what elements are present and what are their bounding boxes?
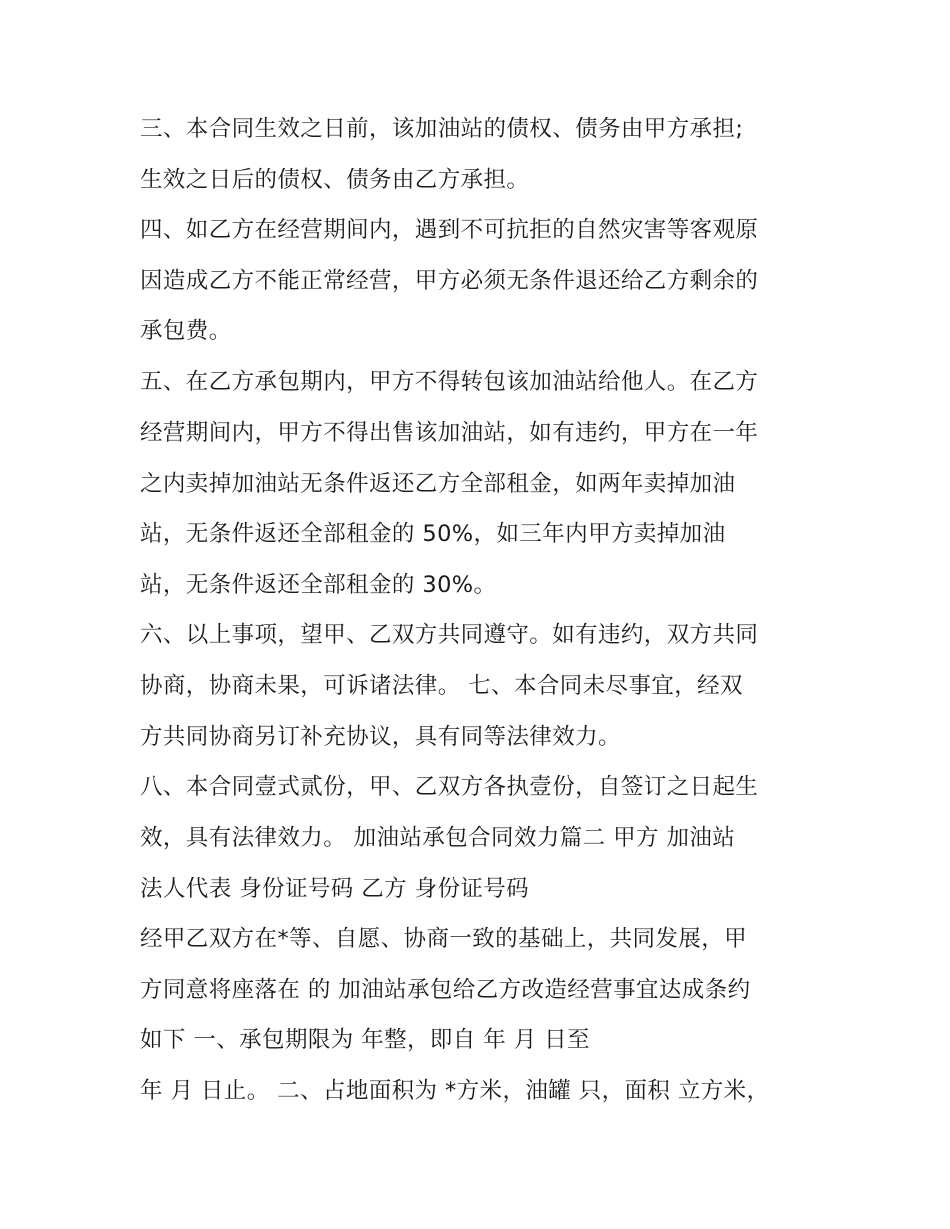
text-line: 四、如乙方在经营期间内，遇到不可抗拒的自然灾害等客观原 [140,217,759,243]
text-line: 效，具有法律效力。 加油站承包合同效力篇二 甲方 加油站 [140,825,736,851]
text-line: 经营期间内，甲方不得出售该加油站，如有违约，甲方在一年 [140,420,759,446]
text-line: 站，无条件返还全部租金的 50%，如三年内甲方卖掉加油 [140,521,726,547]
text-line: 如下 一、承包期限为 年整，即自 年 月 日至 [140,1027,590,1053]
text-line: 站，无条件返还全部租金的 30%。 [140,572,497,598]
text-line: 方同意将座落在 的 加油站承包给乙方改造经营事宜达成条约 [140,977,751,1003]
text-line: 年 月 日止。 二、占地面积为 *方米，油罐 只，面积 立方米， [140,1078,770,1104]
text-line: 法人代表 身份证号码 乙方 身份证号码 [140,876,530,902]
text-line: 三、本合同生效之日前，该加油站的债权、债务由甲方承担; [140,116,744,142]
text-line: 承包费。 [140,318,232,344]
text-line: 方共同协商另订补充协议，具有同等法律效力。 [140,724,621,750]
text-line: 协商，协商未果，可诉诸法律。 七、本合同未尽事宜，经双 [140,673,743,699]
text-line: 八、本合同壹式贰份，甲、乙双方各执壹份，自签订之日起生 [140,774,759,800]
text-line: 因造成乙方不能正常经营，甲方必须无条件退还给乙方剩余的 [140,268,759,294]
text-line: 五、在乙方承包期内，甲方不得转包该加油站给他人。在乙方 [140,369,759,395]
text-line: 生效之日后的债权、债务由乙方承担。 [140,167,530,193]
text-line: 之内卖掉加油站无条件返还乙方全部租金，如两年卖掉加油 [140,471,736,497]
text-line: 六、以上事项，望甲、乙双方共同遵守。如有违约，双方共同 [140,622,759,648]
text-line: 经甲乙双方在*等、自愿、协商一致的基础上，共同发展，甲 [140,926,748,952]
